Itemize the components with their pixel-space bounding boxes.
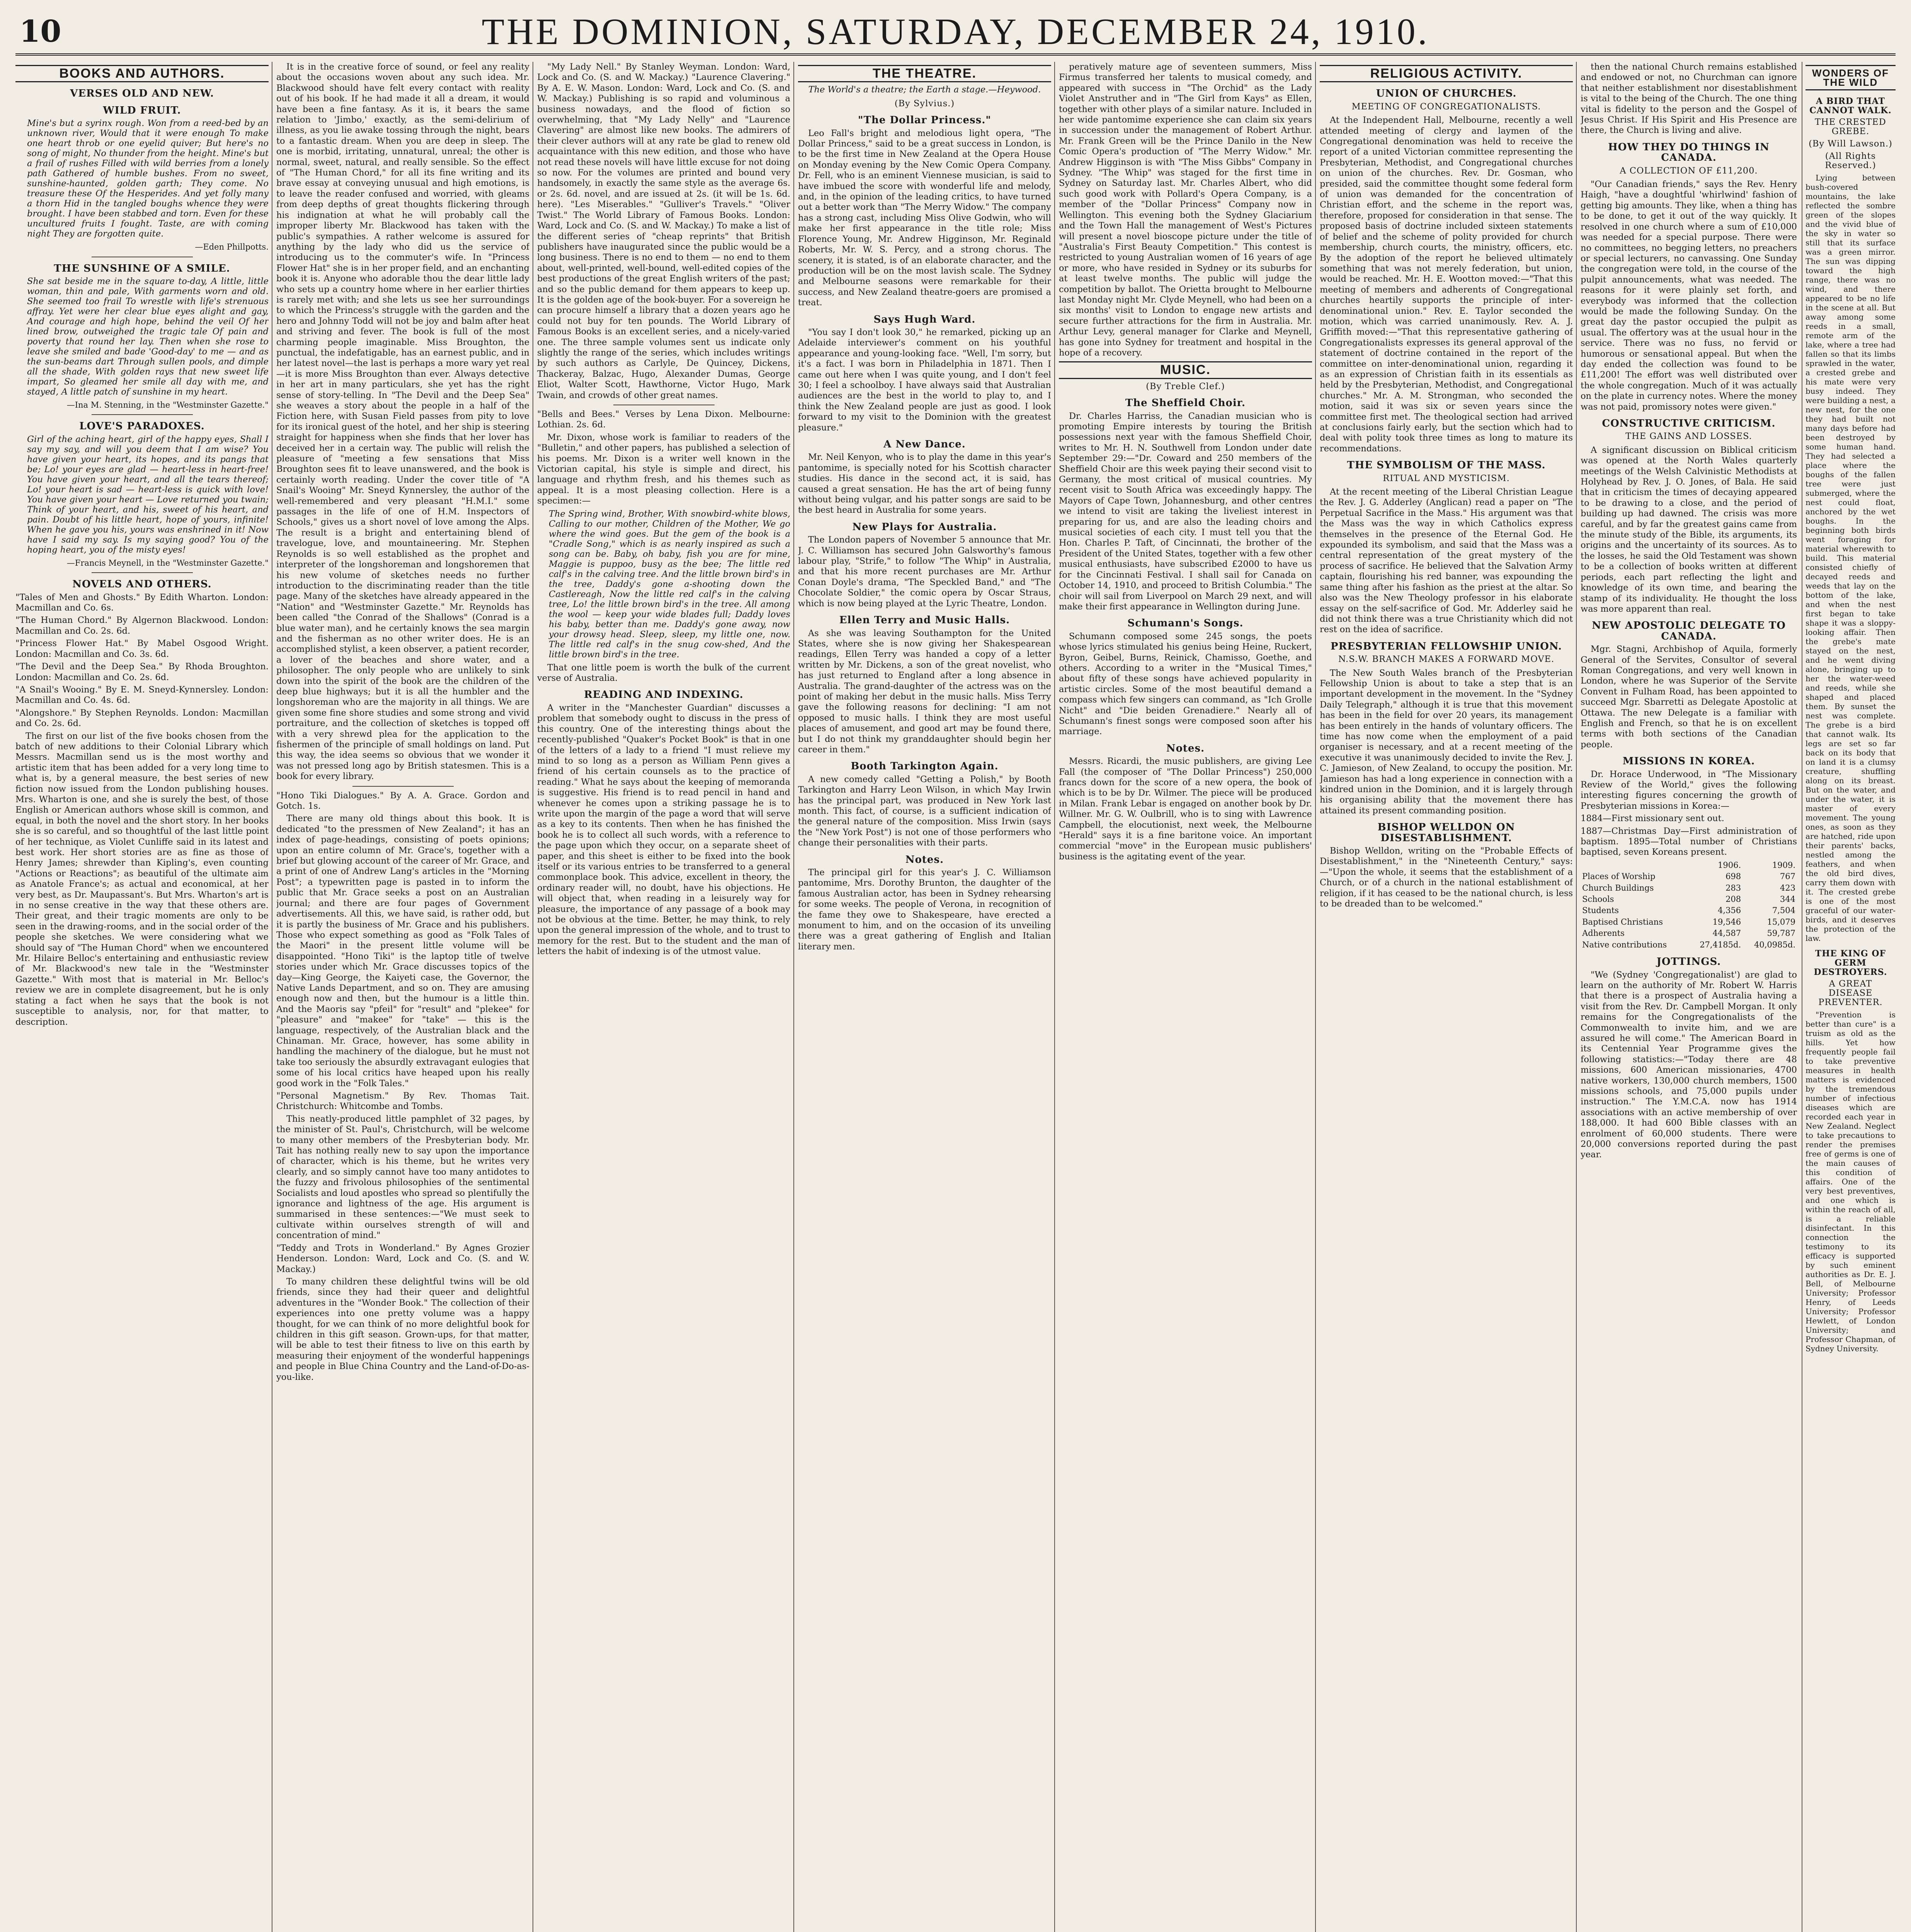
article-body: A writer in the "Manchester Guardian" discusses a problem that somebody ought to discuss in the press of this country. One of the interesting things about the recently-published "Quaker's Pocket Book" is that in one of the letters of a lady to a friend "I must relieve my mind to so long as a person as William Penn gives a friend of his certain counsels as to the practice of reading." What he says about the keeping of memoranda is suggestive. His friend is to read pencil in hand and whenever he comes upon a striking passage he is to write upon the margin of the page a word that will serve as a key to its contents. Then when he has finished the book he is to collect all such words, with a reference to the page upon which they occur, on a separate sheet of paper, and this sheet is either to be fixed into the book itself or its various entries to be transferred to a general commonplace book. This advice, excellent in theory, the ordinary reader will, no doubt, have his objections. He will object that, when reading in a leisurely way for pleasure, the importance of any passage of a book may not be obvious at the time. Better, he may think, to rely upon the general impression of the whole, and to trust to memory for the rest. But to the student and the man of letters the habit of indexing is of the utmost value. <box>537 702 790 957</box>
article-subheading: A COLLECTION OF £11,200. <box>1620 165 1758 176</box>
article-body: At the recent meeting of the Liberal Christian League the Rev. J. G. Adderley (Anglican) read a paper on "The Perpetual Sacrifice in the Mass." His argument was that the Mass was the way in which Catholics express themselves in the presence of the Eternal God. He expounded its symbolism, and said that the Mass was a central representation of the great mystery of the process of sacrifice. He believed that the Salvation Army captain, flourishing his red banner, was expounding the same thing after his fashion as the priest at the altar. So also was the New Theology professor in his elaborate essay on the self-sacrifice of God. Mr. Adderley said he did not think there was a true Christianity which did not rest on the idea of sacrifice. <box>1320 487 1573 635</box>
table-cell: 15,079 <box>1767 917 1795 927</box>
books-section-heading: BOOKS AND AUTHORS. <box>15 65 269 82</box>
theatre-tagline: The World's a theatre; the Earth a stage.—Heywood. <box>808 85 1041 95</box>
article-heading: Says Hugh Ward. <box>873 313 976 325</box>
table-cell: 7,504 <box>1772 906 1795 915</box>
table-cell: Baptised Christians <box>1582 917 1663 927</box>
religious-section-heading: RELIGIOUS ACTIVITY. <box>1320 65 1573 82</box>
review-body: To many children these delightful twins will be old friends, since they had their queer and delightful adventures in the "Wonder Book." The collection of their experiences into one pretty volume was a happy thought, for we can think of no more delightful book for children in this gift season. Grown-ups, for that matter, will be able to test their fitness to live on this earth by measuring their enjoyment of the wonderful happenings and people in Blue China Country and the Land-of-Do-as-you-like. <box>276 1276 529 1382</box>
divider <box>352 786 454 787</box>
poem-title-wild-fruit: WILD FRUIT. <box>103 104 181 116</box>
table-cell: 44,587 <box>1712 929 1741 938</box>
table-cell: Students <box>1582 906 1619 915</box>
article-body: peratively mature age of seventeen summers, Miss Firmus transferred her talents to musical comedy, and appeared with success in "The Orchid" as the Lady Violet Anstruther and in "The Girl from Kays" as Ellen, together with other plays of a similar nature. Included in her wide pantomime experience she can claim six years in succession under the management of Robert Arthur. Mr. Frank Green will be the Prince Danilo in the New Comic Opera's production of "The Merry Widow." Mr. Andrew Higginson is with "The Miss Gibbs" Company in Sydney. "The Whip" was staged for the first time in Sydney on Saturday last. Mr. Charles Albert, who did such good work with Pollard's Opera Company, is a member of the "Dollar Princess" Company now in Wellington. This evening both the Sydney Glaciarium and the Town Hall the management of West's Pictures will present a novel bioscope picture under the title of "Australia's First Beauty Competition." This contest is restricted to young Australian women of 16 years of age or more, who have resided in Sydney or its suburbs for at least twelve months. The public will judge the competition by ballot. The Orietta brought to Melbourne last Monday night Mr. Clyde Meynell, who had been on a six months' visit to London to engage new artists and secure further attractions for the firm in Australia. Mr. Arthur Levy, general manager for Clarke and Meynell, has gone into Sydney for treatment and hospital in the hope of a recovery. <box>1059 62 1312 358</box>
table-cell: 698 <box>1726 872 1741 881</box>
table-cell: 344 <box>1780 895 1795 904</box>
article-body: A significant discussion on Biblical criticism was opened at the North Wales quarterly meetings of the Welsh Calvinistic Methodists at Holyhead by Rev. J. O. Jones, of Bala. He said that in criticism the times of decaying appeared to be drawing to a close, and the period of building up had dawned. The crisis was more careful, and by far the greatest gains came from the minute study of the Bible, its arguments, its origins and the uncertainty of its sources. As to the losses, he said the Old Testament was shown to be a collection of books written at different periods, each part reflecting the light and knowledge of its own time, and bearing the stamp of its individuality. He thought the loss was more apparent than real. <box>1581 445 1797 614</box>
column-3 <box>537 62 790 1932</box>
article-heading: THE KING OF GERM DESTROYERS. <box>1814 949 1887 977</box>
table-row <box>1581 917 1797 928</box>
table-row <box>1581 883 1797 894</box>
article-body: "We (Sydney 'Congregationalist') are glad to learn on the authority of Mr. Robert W. Harris that there is a prospect of Australia having a visit from the Rev. Dr. Campbell Morgan. It only remains for the Congregationalists of the Commonwealth to invite him, and we are assured he will come." The American Board in its Centennial Year Programme gives the following statistics:—"Today there are 48 missions, 600 American missionaries, 4700 native workers, 130,000 church members, 1500 missions schools, and 75,000 pupils under instruction." The Y.M.C.A. now has 1914 associations with an active membership of over 188,000. It had 600 Bible classes with an enrolment of 60,000 students. There were 20,000 conversions reported during the past year. <box>1581 969 1797 1160</box>
article-body: At the Independent Hall, Melbourne, recently a well attended meeting of clergy and laymen of the Congregational denomination was held to receive the report of a united Victorian committee representing the Presbyterian, Methodist, and Congregational churches on union of the churches. Rev. Dr. Gosman, who presided, said the committee thought some federal form of union was demanded for the concentration of Christian effort, and the scheme in the report was, therefore, proposed for consideration in that sense. The proposed basis of doctrine included sixteen statements of belief and the scheme of polity provided for church membership, church courts, the ministry, officers, etc. By the adoption of the report he believed ultimately something that was not merely federation, but union, would be reached. Mr. H. E. Wootton moved:—"That this meeting of members and adherents of Congregational churches heartily supports the principle of inter-denominational union." Rev. E. Taylor seconded the motion, which was carried unanimously. Rev. A. J. Griffith moved:—"That this representative gathering of Congregationalists expresses its general approval of the statement of doctrine contained in the report of the committee on inter-denominational union, regarding it as an expression of Christian faith in its essentials as held by the Presbyterian, Methodist, and Congregational churches." Mr. A. M. Strongman, who seconded the motion, said it was six or seven years since the committee first met. The theological section had arrived at conclusions fairly early, but the section which had to deal with polity took three times as long to mature its recommendations. <box>1320 115 1573 454</box>
article-heading: JOTTINGS. <box>1656 956 1721 968</box>
article-heading: CONSTRUCTIVE CRITICISM. <box>1602 418 1776 429</box>
table-cell: 59,787 <box>1767 929 1795 938</box>
article-heading: HOW THEY DO THINGS IN CANADA. <box>1608 141 1770 164</box>
article-heading: Ellen Terry and Music Halls. <box>839 614 1010 626</box>
column-rule <box>793 62 794 1932</box>
article-body: Mgr. Stagni, Archbishop of Aquila, formerly General of the Servites, Consultor of several Roman Congregations, and very well known in London, where he was Superior of the Servite Convent in Fulham Road, has been appointed to succeed Mgr. Sbarretti as Delegate Apostolic at Ottawa. The new Delegate is a familiar with English and French, so that he is on excellent terms with both sections of the Canadian people. <box>1581 644 1797 750</box>
book-list-item: "The Human Chord." By Algernon Blackwood. London: Macmillan and Co. 2s. 6d. <box>15 615 269 636</box>
article-heading: Booth Tarkington Again. <box>851 760 999 772</box>
column-4 <box>798 62 1051 1932</box>
poem-sunshine: She sat beside me in the square to-day, A little, little woman, thin and pale, With garments worn and old. She seemed too frail To wrestle with life's strenuous affray. Yet were her clear blue eyes alight and gay, And courage and high hope, behind the veil Of her lined brow, outweighed the tragic tale Of pain and poverty that round her lay. Then when she rose to leave she smiled and bade 'Good-day' to me — and as the sun-beams dart Through sullen pools, and dimple all the shade, With golden rays that new sweet life impart, So gleamed her smile all day with me, and stayed, A little patch of sunshine in my heart. <box>27 276 269 397</box>
article-subheading: THE CRESTED GREBE. <box>1815 117 1886 136</box>
list-item: 1887—Christmas Day—First administration of baptism. 1895—Total number of Christians baptised, seven Koreans present. <box>1581 826 1797 857</box>
column-rule <box>1315 62 1316 1932</box>
table-header-row <box>1581 860 1797 871</box>
book-list-item: "Teddy and Trots in Wonderland." By Agnes Grozier Henderson. London: Ward, Lock and Co. (S. and W. Mackay.) <box>276 1243 529 1274</box>
table-cell: Adherents <box>1582 929 1625 938</box>
table-cell: 19,546 <box>1712 917 1741 927</box>
review-body: "My Lady Nell." By Stanley Weyman. London: Ward, Lock and Co. (S. and W. Mackay.) "Laurence Clavering." By A. E. W. Mason. London: Ward, Lock and Co. (S. and W. Mackay.) Publishing is so rapid and voluminous a business nowadays, and the flood of fiction so overwhelming, that "My Lady Nelly" and "Laurence Clavering" are almost like new books. The admirers of their clever authors will at any rate be glad to renew old acquaintance with this new edition, and those who have not read these novels will have little excuse for not doing so now. For the volumes are printed and bound very handsomely, in exactly the same style as the average 6s. or 2s. 6d. novel, and are issued at 2s. (it will be 1s. 6d. here). "Les Miserables." "Gulliver's Travels." "Oliver Twist." The World Library of Famous Books. London: Ward, Lock and Co. (S. and W. Mackay.) To make a list of the different series of "cheap reprints" that British publishers have inaugurated since the public would be a long business. There is no end to them — no end to them about, well-printed, well-bound, well-edited copies of the best productions of the great English writers of the past; and so the public demand for them appears to keep up. It is the golden age of the book-buyer. For a sovereign he can procure himself a library that a dozen years ago he could not buy for ten pounds. The World Library of Famous Books is an excellent series, and a nicely-varied one. The three sample volumes sent us indicate only slightly the range of the series, which includes writings by such authors as Carlyle, De Quincey, Dickens, Thackeray, Balzac, Hugo, Alexander Dumas, George Eliot, Walter Scott, Hawthorne, Victor Hugo, Mark Twain, and crowds of other great names. <box>537 62 790 400</box>
review-body: It is in the creative force of sound, or feel any reality about the occasions woven about any such idea. Mr. Blackwood should have felt every contact with reality out of his book. If he had made it all a dream, it would have been a fine fantasy. As it is, it bears the same relation to 'Jimbo,' exactly, as the semi-delirium of illness, as you lie awake tossing through the night, bears to a fantastic dream. When you are deep in sleep. The one is morbid, irritating, unnatural, unreal; the other is normal, sweet, natural, and really sensible. So the effect of "The Human Chord," for all its fine writing and its brave essay at conveying unusual and high emotions, is to leave the reader confused and worried, with gleams from deep depths of great thoughts flickering through his indignation at what he will probably call the improper liberty Mr. Blackwood has taken with the public's sympathies. A rather welcome is assured for anything by the lady who did us the service of introducing us to the commuter's wife. In "Princess Flower Hat" she is in her proper field, and an enchanting book it is. Anyone who adorable thou the dear little lady who sets up a country home where in her earlier thirties is rarely met with; and she lets us see her surroundings to which the Princess's struggle with the garden and the hero and Johnny Todd will not be joy and balm after heat and striving and fever. The book is full of the most charming people imaginable. Miss Broughton, the punctual, the indefatigable, has an earnest public, and in her latest novel—the last is perhaps a more wary yet real—it is more Miss Broughton than ever. Always detective in her art in many particulars, she yet has the right sense of story-telling. In "The Devil and the Deep Sea" she weaves a story about the people in a half of the Fiction here, with Susan Field passes from pity to love for its ironical guest of the hotel, and her ship is steering straight for happiness when she finds that her lover has deceived her in a certain way. The public will relish the pleasure of "meeting a few sensations that Miss Broughton sees fit to leave unanswered, and the book is certainly worth reading. Under the cover title of "A Snail's Wooing" Mr. Sneyd Kynnersley, the author of the well-remembered and very pleasant "H.M.I." some passages in the life of one of H.M. Inspectors of Schools," gives us a short novel of love among the Alps. The result is a bright and entertaining blend of travelogue, love, and mountaineering. Mr. Stephen Reynolds is so well established as the prophet and interpreter of the longshoreman and longshoremen that his new volume of sketches needs no further introduction to the discriminating reader than the title page. Many of the sketches have already appeared in the "Nation" and "Westminster Gazette." Mr. Reynolds has been called "the Conrad of the Shallows" (Conrad is a blue water man), and he certainly knows the sea margin and the fisherman as no other writer does. He is an accomplished stylist, a keen observer, a patient recorder, a lover of the beaches and shore water, and a philosopher. The only people who are unlikely to sink down into the spirit of the book are the children of the deep blue highways; but it is all the humbler and the longshoreman who are the majority in all things. We are given some fine shore studies and some strong and vivid portraiture, and the collection of sketches is topped off with a very shrewd plea for the application to the fishermen of the principle of small holdings on land. Put this way, the idea seems so obvious that we wonder it was not pressed long ago by British statesmen. This is a book for every library. <box>276 62 529 782</box>
article-body: "Our Canadian friends," says the Rev. Henry Haigh, "have a doughtful 'whirlwind' fashion of getting big amounts. They like, when a thing has to be done, to get it out of the way quickly. It resolved in one church where a sum of £10,000 was needed for a special purpose. There were no committees, no begging letters, no preachers or special lecturers, no canvassing. One Sunday the congregation were told, in the course of the pulpit announcements, what was needed. The reasons for it were plainly set forth, and everybody was informed that the collection would be made the following Sunday. On the great day the pastor occupied the pulpit as usual. The offertory was at the usual hour in the service. There was no fuss, no fervid or humorous or sensational appeal. But when the day ended the collection was found to be £11,200! The effort was well distributed over the whole congregation. Much of it was actually on the plate in currency notes. Where the money was not paid, promissory notes were given." <box>1581 179 1797 412</box>
table-row <box>1581 928 1797 939</box>
table-cell: 423 <box>1780 883 1795 893</box>
table-row <box>1581 939 1797 951</box>
table-cell: 767 <box>1780 872 1795 881</box>
article-heading: THE SYMBOLISM OF THE MASS. <box>1347 459 1546 471</box>
book-list-item: "Alongshore." By Stephen Reynolds. London: Macmillan and Co. 2s. 6d. <box>15 707 269 729</box>
book-list-item: "Personal Magnetism." By Rev. Thomas Tait. Christchurch: Whitcombe and Tombs. <box>276 1091 529 1112</box>
article-heading: Notes. <box>905 854 944 866</box>
poem-paradoxes: Girl of the aching heart, girl of the happy eyes, Shall I say my say, and will you deem that I am wise? You have given your heart, its hopes, and its pangs that be; Lo! your eyes are glad — heart-less in heart-free! You have given your heart, and all the tears thereof; Lo! your heart is sad — heart-less is quick with love! You have given your heart — Love returned you twain; Think of your heart, and his, sweet of his heart, and pain. Doubt of his little heart, hope of yours, infinite! When he gave you his, yours was enshrined in it! Now have I said my say. Is my saying good? You of the hoping heart, you of the misty eyes! <box>27 434 269 555</box>
column-5 <box>1059 62 1312 1932</box>
article-body: The New South Wales branch of the Presbyterian Fellowship Union is about to take a step that is an important development in the movement. In the "Sydney Daily Telegraph," although it is true that this movement has been in the field for over 20 years, its management has been entirely in the hands of voluntary officers. The time has now come when the employment of a paid organiser is necessary, and at a recent meeting of the executive it was unanimously decided to invite the Rev. J. C. Jamieson, of New Zealand, to occupy the position. Mr. Jamieson has had a long experience in connection with a kindred union in the Dominion, and it is largely through his organising ability that the movement there has attained its present commanding position. <box>1320 668 1573 816</box>
article-heading: New Plays for Australia. <box>852 521 997 533</box>
novels-heading: NOVELS AND OTHERS. <box>72 578 212 590</box>
review-body: Mr. Dixon, whose work is familiar to readers of the "Bulletin," and other papers, has published a selection of his poems. Mr. Dixon is a writer well known in the Victorian capital, his style is simple and direct, his language and rhythm fresh, and his themes such as appeal. It is a most pleasing collection. Here is a specimen:— <box>537 432 790 506</box>
book-list-item: "Princess Flower Hat." By Mabel Osgood Wright. London: Macmillan and Co. 3s. 6d. <box>15 638 269 659</box>
article-body: Schumann composed some 245 songs, the poets whose lyrics stimulated his genius being Heine, Ruckert, Byron, Geibel, Burns, Reinick, Chamisso, Goethe, and others. According to a writer in the "Musical Times," about fifty of these songs have achieved popularity in artistic circles. Some of the most beautiful demand a compass which few singers can command, as "Ich Grolle Nicht" and "Die beiden Grenadiere." Nearly all of Schumann's finest songs were composed soon after his marriage. <box>1059 631 1312 737</box>
reading-indexing-heading: READING AND INDEXING. <box>584 689 744 701</box>
article-body: Bishop Welldon, writing on the "Probable Effects of Disestablishment," in the "Nineteenth Century," says:—"Upon the whole, it seems that the establishment of a Church, or of a church in the national establishment of religion, if it has ceased to be the national church, is less to be dreaded than to be welcomed." <box>1320 846 1573 909</box>
article-heading: A New Dance. <box>883 439 966 450</box>
article-body: then the national Church remains established and endowed or not, no Churchman can ignore that neither establishment nor disestablishment is vital to the being of the Church. The one thing vital is fidelity to the person and the Gospel of Jesus Christ. If His Spirit and His Presence are there, the Church is living and alive. <box>1581 62 1797 136</box>
article-heading: UNION OF CHURCHES. <box>1376 88 1517 100</box>
review-body: That one little poem is worth the bulk of the current verse of Australia. <box>537 662 790 684</box>
article-body: A new comedy called "Getting a Polish," by Booth Tarkington and Harry Leon Wilson, in which May Irwin has the principal part, was produced in New York last month. This fact, of course, is a sufficient indication of the general nature of the composition. Miss Irwin (says the "New York Post") is not one of those performers who change their personalities with their parts. <box>798 774 1051 848</box>
divider <box>92 414 193 415</box>
music-byline: (By Treble Clef.) <box>1146 381 1225 391</box>
table-cell: 4,356 <box>1718 906 1741 915</box>
column-1 <box>15 62 269 1932</box>
article-subheading: THE GAINS AND LOSSES. <box>1625 431 1752 442</box>
review-body: This neatly-produced little pamphlet of 32 pages, by the minister of St. Paul's, Christchurch, will be welcome to many other members of the Presbyterian body. Mr. Tait has nothing really new to say upon the importance of character, which is his theme, but he writes very clearly, and so simply cannot have too many antidotes to the fuzzy and frivolous philosophies of the sentimental Socialists and loud apostles who spread so plentifully the ignorance and lightness of the age. His argument is summarised in these sentences:—"We must seek to cultivate within ourselves strength of will and concentration of mind." <box>276 1114 529 1241</box>
book-list-item: "A Snail's Wooing." By E. M. Sneyd-Kynnersley. London: Macmillan and Co. 4s. 6d. <box>15 684 269 706</box>
article-body: The principal girl for this year's J. C. Williamson pantomime, Mrs. Dorothy Brunton, the daughter of the famous Australian actor, has been in Sydney rehearsing for some weeks. The people of Verona, in recognition of the fame they owe to Shakespeare, have erected a monument to him, and on the occasion of its unveiling there was a great gathering of English and Italian literary men. <box>798 867 1051 952</box>
verses-heading: VERSES OLD AND NEW. <box>70 88 214 100</box>
poem-signature: —Eden Phillpotts. <box>195 242 269 252</box>
table-cell: 283 <box>1726 883 1741 893</box>
article-heading: BISHOP WELLDON ON DISESTABLISHMENT. <box>1377 821 1515 844</box>
article-heading: MISSIONS IN KOREA. <box>1622 755 1755 767</box>
column-2 <box>276 62 529 1932</box>
table-cell: Places of Worship <box>1582 872 1656 881</box>
article-body: Mr. Neil Kenyon, who is to play the dame in this year's pantomime, is specially noted for his Scottish character studies. His dance in the second act, it is said, has caused a great sensation. He has the art of being funny without being vulgar, and his patter songs are said to be the best heard in Australia for some years. <box>798 452 1051 515</box>
article-subheading: N.S.W. BRANCH MAKES A FORWARD MOVE. <box>1338 654 1555 665</box>
poem-wild-fruit: Mine's but a syrinx rough. Won from a reed-bed by an unknown river, Would that it were enough To make one heart throb or one eyelid quiver; But here's no song of might, No thunder from the height. Mine's but a frail of rushes Filled with wild berries from a lonely path Gathered of humble bushes. From no sweet, sunshine-haunted, golden garth; They come. No treasure these Of the Hesperides. And yet folly many a thorn Hid in the tangled boughs whence they were brought. I have been stabbed and torn. Even for these uncultured fruits I fought. Taste, are with coming night They are forgotten quite. <box>27 118 269 239</box>
table-cell: Church Buildings <box>1582 883 1654 893</box>
article-subheading: MEETING OF CONGREGATIONALISTS. <box>1351 101 1541 112</box>
page-number: 10 <box>19 14 61 49</box>
column-rule <box>1054 62 1055 1932</box>
article-body: Leo Fall's bright and melodious light opera, "The Dollar Princess," said to be a great success in London, is to be the first time in New Zealand at the Opera House on Monday evening by the New Comic Opera Company. Dr. Fell, who is an eminent Viennese musician, is said to have imbued the score with wonderful life and melody, and, in the opinion of the leading critics, to have turned out a better work than "The Merry Widow." The company has a strong cast, including Miss Olive Godwin, who will make her first appearance in the title role; Miss Florence Young, Mr. Andrew Higginson, Mr. Reginald Roberts, Mr. W. S. Percy, and a strong chorus. The scenery, it is stated, is of an elaborate character, and the production will be on the most lavish scale. The Sydney and Melbourne seasons were remarkable for their success, and New Zealand theatre-goers are promised a treat. <box>798 128 1051 308</box>
article-byline: (By Will Lawson.) <box>1809 139 1892 149</box>
article-heading: NEW APOSTOLIC DELEGATE TO CANADA. <box>1592 620 1786 642</box>
article-body: Dr. Charles Harriss, the Canadian musician who is promoting Empire interests by touring the British possessions next year with the famous Sheffield Choir, writes to Mr. H. N. Southwell from London under date September 29:—"Dr. Coward and 250 members of the Sheffield Choir are this week paying their second visit to Germany, the most critical of musical countries. My recent visit to South Africa was exceedingly happy. The Mayors of Cape Town, Johannesburg, and other centres we intend to visit are taking the liveliest interest in preparing for us, and are also the leading choirs and musical societies of each city. I must tell you that the Hon. Charles P. Taft, of Cincinnati, the brother of the President of the United States, together with a few other musical enthusiasts, have subscribed £2000 to have us for the Cincinnati Festival. I shall sail for Canada on October 14, 1910, and proceed to British Columbia." The choir will sail from Liverpool on March 29 next, and will make their first appearance in Wellington during June. <box>1059 411 1312 612</box>
masthead <box>15 7 1896 56</box>
review-body: There are many old things about this book. It is dedicated "to the pressmen of New Zealand"; it has an index of page-headings, consisting of poets opinions; upon an entire column of Mr. Grace's, together with a brief but glowing account of the career of Mr. Grace, and a print of one of Andrew Lang's articles in the "Morning Post"; a typewritten page is pasted in to inform the public that Mr. Grace seeks a post on an Australian journal; and there are four pages of Government advertisements. All this, we have said, is rather odd, but it is partly the business of Mr. Grace and his publishers. Those who expect something as good as "Folk Tales of the Maori" in the present little volume will be disappointed. "Hono Tiki" is the laptop title of twelve stories under which Mr. Grace discusses topics of the day—King George, the Kaiyeti case, the Governor, the Native Lands Department, and so on. They are amusing enough now and then, but the humour is a little thin. And the Maoris say "pfeil" for "result" and "plekee" for "pleasure" and "makee" for "take" — this is the language, respectively, of the Australian black and the Chinaman. Mr. Grace, however, has some ability in handling the machinery of the dialogue, but he must not take too seriously the absurdly extravagant eulogies that some of his local critics have heaped upon his really good work in the "Folk Tales." <box>276 813 529 1088</box>
book-list-item: "Bells and Bees." Verses by Lena Dixon. Melbourne: Lothian. 2s. 6d. <box>537 409 790 430</box>
poem-signature: —Francis Meynell, in the "Westminster Gazette." <box>66 558 269 568</box>
article-body: Messrs. Ricardi, the music publishers, are giving Lee Fall (the composer of "The Dollar Princess") 250,000 francs down for the score of a new opera, the book of which is to be by Dr. Wilmer. The piece will be produced in Milan. Frank Lebar is engaged on another book by Dr. Willner. Mr. G. W. Oulbrill, who is to sing with Lawrence Campbell, the elocutionist, next week, the Melbourne "Herald" says it is a fine baritone voice. An important commercial "move" in the European music publishers' business is the agitating event of the year. <box>1059 756 1312 862</box>
article-heading: PRESBYTERIAN FELLOWSHIP UNION. <box>1331 640 1562 652</box>
table-cell: Native contributions <box>1582 940 1667 949</box>
article-body: Lying between bush-covered mountains, the lake reflected the sombre green of the slopes and the vivid blue of the sky in water so still that its surface was a green mirror. The sun was dipping toward the high range, there was no wind, and there appeared to be no life in the scene at all. But away among some reeds in a small, remote arm of the lake, where a tree had fallen so that its limbs sprawled in the water, a crested grebe and his mate were very busy indeed. They were building a nest, a new nest, for the one they had built not many days before had been destroyed by some human hand. They had selected a place where the boughs of the fallen tree were just submerged, where the nest could float, anchored by the wet boughs. In the beginning both birds went foraging for material wherewith to build. This material consisted chiefly of decayed reeds and weeds that lay on the bottom of the lake, and when the nest first began to take shape it was a sloppy-looking affair. Then the grebe's mate stayed on the nest, and he went diving alone, bringing up to her the water-weed and reeds, while she shaped and placed them. By sunset the nest was complete. The grebe is a bird that cannot walk. Its legs are set so far back on its body that on land it is a clumsy creature, shuffling along on its breast. But on the water, and under the water, it is master of every movement. The young ones, as soon as they are hatched, ride upon their parents' backs, nestled among the feathers, and when the old bird dives, carry them down with it. The crested grebe is one of the most graceful of our water-birds, and it deserves the protection of the law. <box>1805 173 1896 943</box>
table-cell: Schools <box>1582 895 1614 904</box>
article-heading: "The Dollar Princess." <box>858 114 991 126</box>
table-row <box>1581 894 1797 905</box>
article-body: "You say I don't look 30," he remarked, picking up an Adelaide interviewer's comment on his youthful appearance and young-looking face. "Well, I'm sorry, but it's a fact. I was born in Philadelphia in 1871. Then I came out here when I was quite young, and I don't feel 30; I feel a schoolboy. I have always said that Australian audiences are the best in the world to play to, and I think the New Zealand people are just as good. I look forward to my visit to the Dominion with the greatest pleasure." <box>798 327 1051 433</box>
korea-statistics-table <box>1581 860 1797 951</box>
poem-signature: —Ina M. Stenning, in the "Westminster Gazette." <box>66 400 269 410</box>
article-heading: The Sheffield Choir. <box>1125 397 1246 409</box>
table-header-cell: 1909. <box>1772 860 1795 870</box>
music-section-heading: MUSIC. <box>1059 361 1312 379</box>
poem-title-paradoxes: LOVE'S PARADOXES. <box>79 420 205 432</box>
wonders-section-heading: WONDERS OF THE WILD <box>1805 65 1896 90</box>
table-cell: 208 <box>1726 895 1741 904</box>
table-row <box>1581 905 1797 916</box>
article-body: "Prevention is better than cure" is a truism as old as the hills. Yet how frequently people fail to take preventive measures in health matters is evidenced by the tremendous number of infectious diseases which are recorded each year in New Zealand. Neglect to take precautions to render the premises free of germs is one of the main causes of this condition of affairs. One of the very best preventives, and one which is within the reach of all, is a reliable disinfectant. In this connection the testimony to its efficacy is supported by such eminent authorities as Dr. E. J. Bell, of Melbourne University; Professor Henry, of Leeds University; Professor Hewlett, of London University; and Professor Chapman, of Sydney University. <box>1805 1010 1896 1353</box>
book-list-item: "Hono Tiki Dialogues." By A. A. Grace. Gordon and Gotch. 1s. <box>276 790 529 811</box>
column-7 <box>1581 62 1797 1932</box>
review-body: The first on our list of the five books chosen from the batch of new additions to their Colonial Library which Messrs. Macmillan send us is the most worthy and artistic item that has been added for a very long time to what is, by a general measure, the best series of new fiction now issued from the London publishing houses. Mrs. Wharton is one, and she is surely the best, of those English or American authors whose skill is common, and equal, in both the novel and the short story. In her books she is so careful, and so thoughtful of the last little point of her technique, as Violet Cunliffe said in its latest and best work. Her short stories are as fine as those of Henry James; shrewder than Kipling's, even counting "Actions or Reactions"; as beautiful of the ultimate aim as Anatole France's; as actual and economical, at her very best, as Dr. Maupassant's. But Mrs. Wharton's art is in no sense creative in the way that these others are. Their great, and their tragic moments are only to be seen in the drawing-rooms, and in the social order of the people she sketches. We were considering what we should say of "The Human Chord" when we encountered Mr. Hilaire Belloc's entertaining and enthusiastic review of Mr. Blackwood's new tale in the "Westminster Gazette." With most that is material in Mr. Belloc's review we are in complete disagreement, but he is only stating a fact when he says that the book is not susceptible to analysis, nor, for that matter, to description. <box>15 731 269 1027</box>
table-cell: 40,0985d. <box>1754 940 1795 949</box>
table-header-cell: 1906. <box>1718 860 1741 870</box>
article-heading: A BIRD THAT CANNOT WALK. <box>1809 96 1892 116</box>
newspaper-banner: THE DOMINION, SATURDAY, DECEMBER 24, 1910. <box>482 11 1429 52</box>
column-6 <box>1320 62 1573 1932</box>
poem-cradle-song: The Spring wind, Brother, With snowbird-white blows, Calling to our mother, Children of the Mother, We go where the wind goes. But the gem of the book is a "Cradle Song," which is as nearly inspired as such a song can be. Baby, oh baby, fish you are for mine, Maggie is puppoo, busy as the bee; The little red calf's in the calving tree. And the little brown bird's in the tree, Daddy's gone a-shooting down the Castlereagh, Now the little red calf's in the calving tree, Lo! the little brown bird's in the tree. All among the wool — keep your wide blades full; Daddy loves his baby, better than me. Daddy's gone away, now your drowsy head. Sleep, sleep, my little one, now. The little red calf's in the snug cow-shed, And the little brown bird's in the tree. <box>549 509 790 660</box>
theatre-byline: (By Sylvius.) <box>894 98 955 109</box>
divider <box>92 572 193 573</box>
list-item: 1884—First missionary sent out. <box>1581 813 1724 824</box>
book-list-item: "Tales of Men and Ghosts." By Edith Wharton. London: Macmillan and Co. 6s. <box>15 592 269 613</box>
table-header-cell <box>1581 860 1688 871</box>
article-subheading: RITUAL AND MYSTICISM. <box>1383 473 1510 483</box>
table-cell: 27,4185d. <box>1700 940 1741 949</box>
article-body: As she was leaving Southampton for the United States, where she is now giving her Shakespearean readings, Ellen Terry was handed a copy of a letter written by Mr. Dickens, a son of the great novelist, who has just returned to England after a long absence in Australia. The grand-daughter of the actress was on the point of making her debut in the music halls. Miss Terry gave the following reasons for declining: "I am not opposed to music halls. I think they are most useful places of amusement, and good art may be found there, but I do not think my granddaughter should begin her career in them." <box>798 628 1051 755</box>
article-subheading: A GREAT DISEASE PREVENTER. <box>1818 979 1883 1007</box>
theatre-section-heading: THE THEATRE. <box>798 65 1051 82</box>
table-row <box>1581 871 1797 882</box>
rights-notice: (All Rights Reserved.) <box>1825 151 1876 170</box>
column-8 <box>1805 62 1896 1932</box>
article-body: The London papers of November 5 announce that Mr. J. C. Williamson has secured John Galsworthy's famous labour play, "Strife," to follow "The Whip" in Australia, and that his more recent purchases are Mr. Arthur Conan Doyle's drama, "The Speckled Band," and "The Chocolate Soldier," the comic opera by Oscar Straus, which is now being played at the Lyric Theatre, London. <box>798 535 1051 609</box>
book-list-item: "The Devil and the Deep Sea." By Rhoda Broughton. London: Macmillan and Co. 2s. 6d. <box>15 662 269 682</box>
article-heading: Notes. <box>1166 742 1205 754</box>
article-heading: Schumann's Songs. <box>1127 617 1244 629</box>
poem-title-sunshine: THE SUNSHINE OF A SMILE. <box>54 262 230 274</box>
article-body: Dr. Horace Underwood, in "The Missionary Review of the World," gives the following interesting figures concerning the growth of Presbyterian missions in Korea:— <box>1581 769 1797 811</box>
column-rule <box>1576 62 1577 1932</box>
